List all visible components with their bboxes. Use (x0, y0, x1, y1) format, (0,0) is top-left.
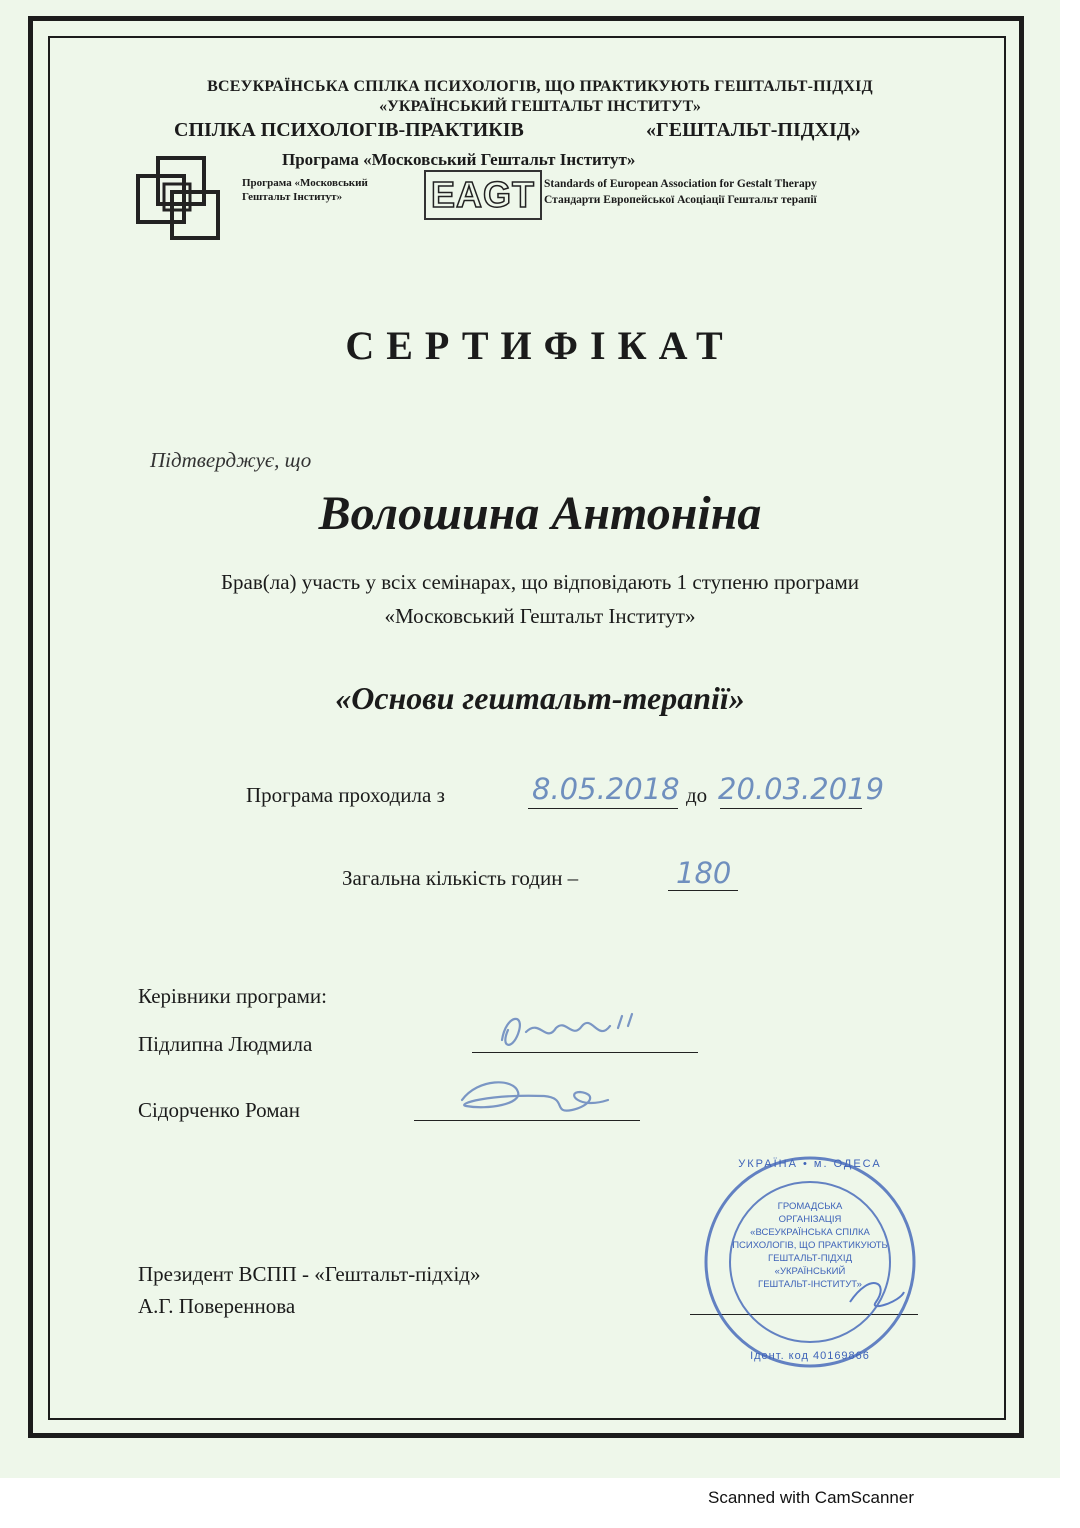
course-name: «Основи гештальт-терапії» (335, 680, 745, 716)
period-to-value: 20.03.2019 (718, 772, 885, 806)
period-to-label: до (686, 783, 708, 807)
leader-2-signature-icon (448, 1070, 618, 1126)
leader-1-name: Підлипна Людмила (138, 1032, 313, 1056)
squares-logo-icon (134, 148, 234, 248)
participation-line-1: Брав(ла) участь у всіх семінарах, що відповідають 1 ступеню програми (220, 570, 860, 594)
leader-2-name: Сідорченко Роман (138, 1098, 300, 1122)
hours-label: Загальна кількість годин – (342, 866, 579, 890)
stamp-line-2: ОРГАНІЗАЦІЯ (778, 1214, 842, 1225)
period-prefix: Програма проходила з (246, 783, 445, 807)
president-title: Президент ВСПП - «Гештальт-підхід» (138, 1262, 481, 1286)
recipient-name: Волошина Антоніна (318, 487, 762, 540)
header-small-left-2: Гештальт Інститут» (242, 191, 343, 203)
period-from-value: 8.05.2018 (532, 772, 680, 806)
header-line-3-left: СПІЛКА ПСИХОЛОГІВ-ПРАКТИКІВ (174, 119, 524, 141)
stamp-line-6: «УКРАЇНСЬКИЙ (774, 1266, 846, 1277)
header-line-1: ВСЕУКРАЇНСЬКА СПІЛКА ПСИХОЛОГІВ, ЩО ПРАКТИКУЮТЬ ГЕШТАЛЬТ-ПІДХІД (207, 78, 873, 95)
eagt-logo (424, 170, 542, 220)
leader-1-signature-icon (482, 1004, 672, 1060)
stamp-line-7: ГЕШТАЛЬТ-ІНСТИТУТ» (758, 1279, 862, 1290)
stamp-line-3: «ВСЕУКРАЇНСЬКА СПІЛКА (750, 1227, 870, 1238)
stamp-line-4: ПСИХОЛОГІВ, ЩО ПРАКТИКУЮТЬ (732, 1240, 888, 1251)
hours-line (668, 890, 738, 891)
header-small-right-1: Standards of European Association for Gestalt Therapy (544, 178, 817, 190)
header-line-4: Програма «Московський Гештальт Інститут» (282, 150, 636, 169)
stamp-ring-top: УКРАЇНА • м. ОДЕСА (738, 1158, 882, 1170)
header-small-left-1: Програма «Московський (242, 177, 368, 189)
header-small-right (544, 176, 817, 208)
leaders-title: Керівники програми: (138, 984, 327, 1008)
period-to-line (720, 808, 862, 809)
header-line-2: «УКРАЇНСЬКИЙ ГЕШТАЛЬТ ІНСТИТУТ» (379, 98, 701, 115)
header-small-left (242, 176, 368, 204)
stamp-center (730, 1200, 890, 1291)
period-from-line (528, 808, 678, 809)
header-line-3-right: «ГЕШТАЛЬТ-ПІДХІД» (646, 119, 861, 141)
stamp-line-1: ГРОМАДСЬКА (777, 1201, 843, 1212)
president-name: А.Г. Повереннова (138, 1294, 296, 1318)
stamp-ring-bottom: Ідент. код 40169866 (750, 1350, 870, 1362)
eagt-logo-text: EAGT (430, 174, 535, 215)
stamp-line-5: ГЕШТАЛЬТ-ПІДХІД (767, 1253, 852, 1264)
official-stamp (700, 1152, 920, 1372)
hours-value: 180 (676, 856, 732, 890)
scanner-watermark: Scanned with CamScanner (708, 1488, 915, 1507)
certificate-title: СЕРТИФІКАТ (345, 323, 735, 368)
confirm-text: Підтверджує, що (150, 448, 312, 472)
header-small-right-2: Стандарти Европейської Асоціації Гештальт терапії (544, 194, 817, 206)
participation-line-2: «Московський Гештальт Інститут» (384, 604, 696, 628)
